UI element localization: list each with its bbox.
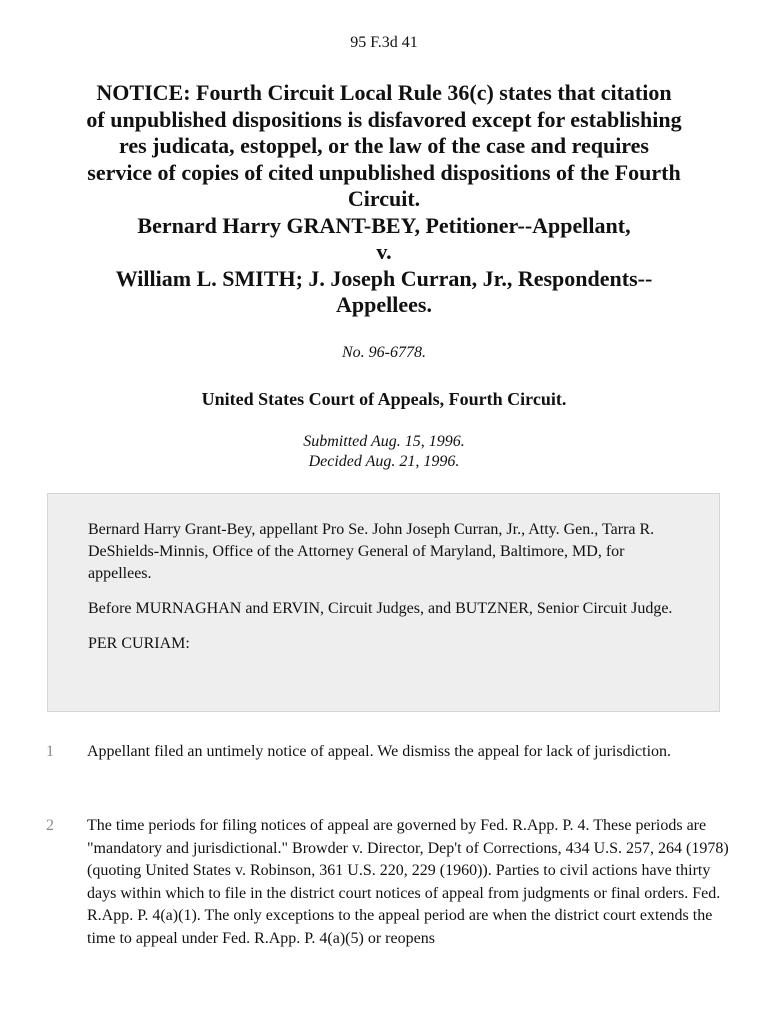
notice-line-2: of unpublished dispositions is disfavored except for establishing [86, 106, 682, 132]
notice-line-4: service of copies of cited unpublished dispositions of the Fourth [87, 159, 681, 185]
docket-number: No. 96-6778. [342, 344, 426, 361]
appellees-line-2: Appellees. [336, 292, 432, 317]
appellees-line-1: William L. SMITH; J. Joseph Curran, Jr., Respondents-- [115, 265, 653, 291]
per-curiam-label: PER CURIAM: [88, 635, 190, 652]
case-title [40, 80, 728, 319]
counsel-text: Bernard Harry Grant-Bey, appellant Pro Se. John Joseph Curran, Jr., Atty. Gen., Tarra R. DeShields-Minnis, Office of the Attorney General of Maryland, Baltimore, MD, for appellees. [88, 521, 655, 582]
notice-line-5: Circuit. [347, 186, 421, 211]
court-name: United States Court of Appeals, Fourth Circuit. [201, 389, 567, 409]
paragraph-number: 2 [46, 817, 54, 834]
paragraph-text: The time periods for filing notices of appeal are governed by Fed. R.App. P. 4. These periods are "mandatory and jurisdictional." Browder v. Director, Dep't of Corrections, 434 U.S. 257, 264 (1978) (quoting United States v. Robinson, 361 U.S. 220, 229 (1960)). Parties to civil actions have thirty days within which to file in the district court notices of appeal from judgments or final orders. Fed. R.App. P. 4(a)(1). The only exceptions to the appeal period are when the district court extends the time to appeal under Fed. R.App. P. 4(a)(5) or reopens [87, 817, 729, 947]
paragraph-number: 1 [46, 743, 54, 760]
judges-text: Before MURNAGHAN and ERVIN, Circuit Judges, and BUTZNER, Senior Circuit Judge. [88, 600, 673, 617]
appellant-line: Bernard Harry GRANT-BEY, Petitioner--Appellant, [137, 212, 631, 238]
paragraph-text: Appellant filed an untimely notice of appeal. We dismiss the appeal for lack of jurisdiction. [87, 743, 672, 760]
case-citation: 95 F.3d 41 [350, 34, 418, 51]
versus-line: v. [376, 239, 392, 264]
decided-date: Decided Aug. 21, 1996. [308, 453, 460, 470]
notice-line-3: res judicata, estoppel, or the law of the case and requires [118, 133, 649, 158]
case-dates [0, 432, 768, 472]
syllabus-box [47, 493, 720, 712]
notice-line-1: NOTICE: Fourth Circuit Local Rule 36(c) states that citation [96, 80, 672, 105]
submitted-date: Submitted Aug. 15, 1996. [303, 433, 465, 450]
